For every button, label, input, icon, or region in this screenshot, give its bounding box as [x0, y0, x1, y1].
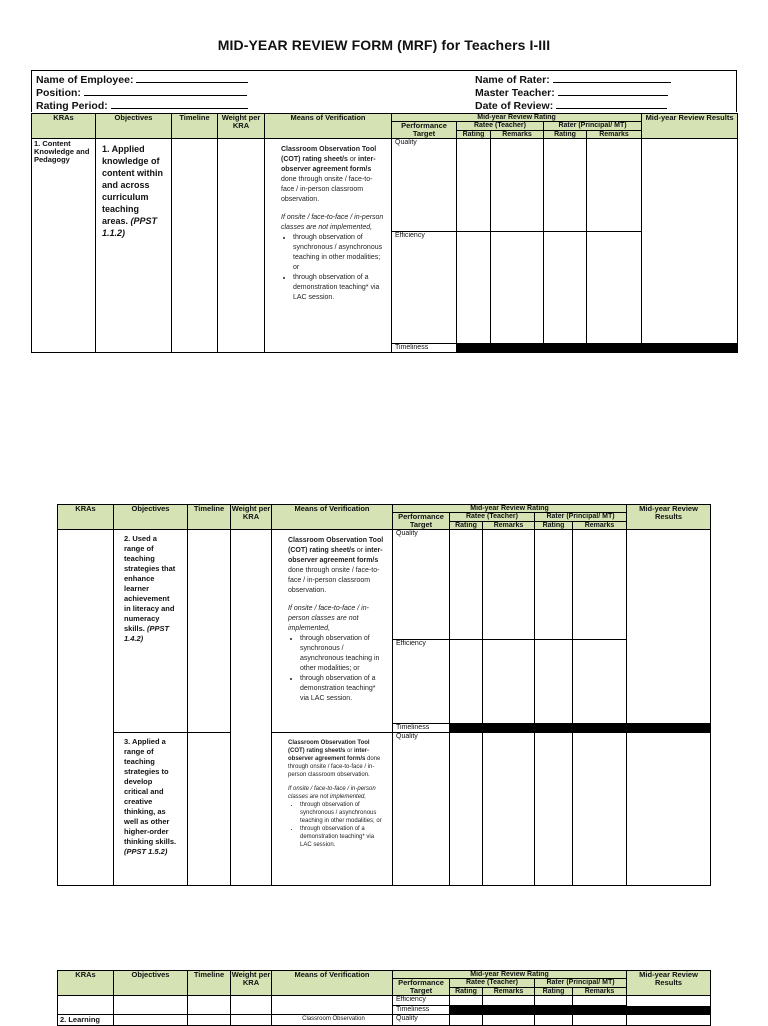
review-date-field[interactable] — [556, 99, 667, 109]
header-timeline: Timeline — [188, 971, 231, 996]
mov-1-bullets — [281, 233, 385, 303]
rating-period-field[interactable] — [111, 99, 248, 109]
ratee-rating-quality[interactable] — [457, 139, 491, 232]
ratee-rating-efficiency[interactable] — [457, 232, 491, 344]
rater-remarks-quality[interactable] — [573, 733, 627, 886]
mov-1-bold-a: Classroom Observation Tool (COT) rating sheet/s — [281, 146, 377, 163]
master-teacher-label: Master Teacher: — [475, 87, 555, 99]
objective-2-cell — [114, 530, 188, 733]
mov-cell — [272, 996, 393, 1015]
mov-1-bullet-2: • through observation of a demonstration teaching* via LAC session. — [293, 273, 385, 303]
header-results: Mid-year Review Results — [627, 505, 711, 530]
mov-3-text — [272, 733, 392, 851]
objective-cell — [114, 996, 188, 1015]
mov-2-or: or — [354, 547, 366, 554]
header-ratee: Ratee (Teacher) — [457, 122, 544, 131]
mov-2-bullet-2: • through observation of a demonstration teaching* via LAC session. — [300, 674, 386, 704]
objective-2-ppst: (PPST 1.4.2) — [124, 624, 170, 643]
rater-name-label: Name of Rater: — [475, 74, 550, 86]
timeline-cell[interactable] — [172, 139, 218, 353]
weight-cell[interactable] — [218, 139, 265, 353]
rater-rating-efficiency[interactable] — [535, 996, 573, 1006]
header-objectives: Objectives — [96, 114, 172, 139]
form-title: MID-YEAR REVIEW FORM (MRF) for Teachers I-III — [217, 37, 551, 53]
review-table-2 — [57, 504, 711, 886]
objective-3-ppst: (PPST 1.5.2) — [124, 847, 168, 856]
mov-2-text — [272, 530, 392, 706]
mov-1-or: or — [347, 156, 359, 163]
header-ratee-rating: Rating — [450, 521, 483, 530]
rating-period-label: Rating Period: — [36, 100, 108, 112]
target-efficiency: Efficiency — [393, 996, 450, 1006]
header-weight: Weight per KRA — [218, 114, 265, 139]
rater-remarks-quality[interactable] — [587, 139, 642, 232]
weight-cell[interactable] — [231, 996, 272, 1015]
ratee-remarks-efficiency[interactable] — [483, 640, 535, 724]
timeline-cell[interactable] — [188, 996, 231, 1015]
objective-1-text: 1. Applied knowledge of content within and across curriculum teaching areas. — [102, 144, 163, 226]
header-performance-target: Performance Target — [393, 513, 450, 530]
header-ratee: Ratee (Teacher) — [450, 513, 535, 522]
header-ratee-remarks: Remarks — [483, 521, 535, 530]
header-mov: Means of Verification — [272, 971, 393, 996]
mov-3-bullets — [288, 801, 386, 849]
mov-2-rest: done through onsite / face-to-face / in-person classroom observation. — [288, 567, 380, 594]
objective-3-text: 3. Applied a range of teaching strategies to develop critical and creative thinking, as well as other higher-order thinking skills. — [124, 737, 177, 846]
mov-cell-3 — [272, 733, 393, 886]
header-rater: Rater (Principal/ MT) — [535, 979, 627, 988]
mov-2-bullets — [288, 634, 386, 704]
header-rater-rating: Rating — [535, 521, 573, 530]
objective-1-ppst: (PPST 1.1.2) — [102, 216, 158, 238]
rater-rating-efficiency[interactable] — [535, 640, 573, 724]
timeliness-blackout-bar — [450, 724, 711, 733]
header-ratee: Ratee (Teacher) — [450, 979, 535, 988]
mov-2-bold-b: inter-observer agreement form/s — [288, 547, 383, 564]
header-rater-remarks: Remarks — [587, 130, 642, 139]
kra-content-knowledge: 1. Content Knowledge and Pedagogy — [32, 139, 96, 353]
objective-1-cell — [96, 139, 172, 353]
review-table-1 — [31, 113, 738, 353]
objective-1 — [96, 139, 171, 243]
employee-info-box — [31, 70, 737, 112]
header-ratee-remarks: Remarks — [491, 130, 544, 139]
header-midyear-rating: Mid-year Review Rating — [393, 505, 627, 513]
header-mov: Means of Verification — [272, 505, 393, 530]
header-mov: Means of Verification — [265, 114, 392, 139]
mov-3-or: or — [345, 748, 355, 754]
rater-remarks-efficiency[interactable] — [573, 640, 627, 724]
rater-rating-efficiency[interactable] — [544, 232, 587, 344]
mov-1-bullet-1: • through observation of synchronous / asynchronous teaching in other modalities; or — [293, 233, 385, 273]
header-results: Mid-year Review Results — [627, 971, 711, 996]
results-cell[interactable] — [627, 733, 711, 886]
ratee-remarks-efficiency[interactable] — [483, 996, 535, 1006]
ratee-rating-quality[interactable] — [450, 733, 483, 886]
mov-1-condition: If onsite / face-to-face / in-person classes are not implemented, — [281, 214, 384, 231]
target-timeliness: Timeliness — [393, 724, 450, 733]
rater-name-field[interactable] — [553, 73, 671, 83]
results-cell[interactable] — [642, 139, 738, 344]
weight-cell[interactable] — [231, 530, 272, 886]
ratee-remarks-quality[interactable] — [491, 139, 544, 232]
target-efficiency: Efficiency — [392, 232, 457, 344]
header-kras: KRAs — [32, 114, 96, 139]
header-kras: KRAs — [58, 971, 114, 996]
target-quality: Quality — [393, 530, 450, 640]
position-label: Position: — [36, 87, 81, 99]
target-quality: Quality — [393, 1015, 450, 1026]
ratee-rating-efficiency[interactable] — [450, 640, 483, 724]
header-midyear-rating: Mid-year Review Rating — [392, 114, 642, 122]
kra-cell-2 — [58, 530, 114, 886]
mov-3-bold-a: Classroom Observation Tool (COT) rating sheet/s — [288, 740, 370, 754]
rater-remarks-efficiency[interactable] — [587, 232, 642, 344]
employee-name-label: Name of Employee: — [36, 74, 134, 86]
objective-2-text: 2. Used a range of teaching strategies that enhance learner achievement in literacy and numeracy skills. — [124, 534, 176, 633]
position-field[interactable] — [84, 86, 247, 96]
mov-2-bullet-1: • through observation of synchronous / asynchronous teaching in other modalities; or — [300, 634, 386, 674]
target-quality: Quality — [393, 733, 450, 886]
mov-cell-2 — [272, 530, 393, 733]
header-kras: KRAs — [58, 505, 114, 530]
header-weight: Weight per KRA — [231, 505, 272, 530]
review-date-label: Date of Review: — [475, 100, 554, 112]
mov-3-condition: If onsite / face-to-face / in-person classes are not implemented, — [288, 786, 376, 800]
results-cell[interactable] — [627, 530, 711, 724]
header-weight: Weight per KRA — [231, 971, 272, 996]
mov-3-rest: done through onsite / face-to-face / in-person classroom observation. — [288, 756, 381, 778]
objective-2 — [114, 530, 187, 648]
target-timeliness: Timeliness — [393, 1006, 450, 1015]
target-timeliness: Timeliness — [392, 344, 457, 353]
header-rater: Rater (Principal/ MT) — [535, 513, 627, 522]
kra-learning-partial: 2. Learning — [58, 1015, 114, 1026]
mov-1-bold-b: inter-observer agreement form/s — [281, 156, 376, 173]
rater-rating-quality[interactable] — [535, 733, 573, 886]
ratee-remarks-quality[interactable] — [483, 733, 535, 886]
mov-3-bold-b: inter-observer agreement form/s — [288, 748, 370, 762]
header-rater-remarks: Remarks — [573, 987, 627, 996]
ratee-rating-efficiency[interactable] — [450, 996, 483, 1006]
timeline-cell[interactable] — [188, 733, 231, 886]
mov-partial: Classroom Observation — [272, 1015, 393, 1026]
mov-2-bold-a: Classroom Observation Tool (COT) rating sheet/s — [288, 537, 384, 554]
objective-3 — [114, 733, 187, 861]
mov-3-bullet-2: • through observation of a demonstration teaching* via LAC session. — [300, 825, 386, 849]
mov-1-text — [265, 139, 391, 305]
rater-remarks-quality[interactable] — [573, 530, 627, 640]
ratee-rating-quality[interactable] — [450, 530, 483, 640]
header-rater-remarks: Remarks — [573, 521, 627, 530]
header-ratee-remarks: Remarks — [483, 987, 535, 996]
header-timeline: Timeline — [172, 114, 218, 139]
master-teacher-field[interactable] — [558, 86, 668, 96]
header-rater-rating: Rating — [535, 987, 573, 996]
header-ratee-rating: Rating — [450, 987, 483, 996]
employee-name-field[interactable] — [136, 73, 248, 83]
timeline-cell[interactable] — [188, 530, 231, 733]
header-objectives: Objectives — [114, 505, 188, 530]
mov-cell-1 — [265, 139, 392, 353]
rater-remarks-efficiency[interactable] — [573, 996, 627, 1006]
kra-cell-3 — [58, 996, 114, 1015]
mov-1-rest: done through onsite / face-to-face / in-person classroom observation. — [281, 176, 373, 203]
employee-info-left — [36, 73, 248, 112]
objective-3-cell — [114, 733, 188, 886]
mov-2-condition: If onsite / face-to-face / in-person classes are not implemented, — [288, 605, 369, 632]
header-rater: Rater (Principal/ MT) — [544, 122, 642, 131]
header-objectives: Objectives — [114, 971, 188, 996]
header-rater-rating: Rating — [544, 130, 587, 139]
target-quality: Quality — [392, 139, 457, 232]
review-table-3 — [57, 970, 711, 1026]
employee-info-right — [475, 73, 671, 112]
header-performance-target: Performance Target — [392, 122, 457, 139]
timeliness-blackout-bar — [450, 1006, 711, 1015]
target-efficiency: Efficiency — [393, 640, 450, 724]
mov-3-bullet-1: • through observation of synchronous / asynchronous teaching in other modalities; or — [300, 801, 386, 825]
rater-rating-quality[interactable] — [544, 139, 587, 232]
timeliness-blackout-bar — [457, 344, 738, 353]
ratee-remarks-quality[interactable] — [483, 530, 535, 640]
header-results: Mid-year Review Results — [642, 114, 738, 139]
rater-rating-quality[interactable] — [535, 530, 573, 640]
header-midyear-rating: Mid-year Review Rating — [393, 971, 627, 979]
header-ratee-rating: Rating — [457, 130, 491, 139]
ratee-remarks-efficiency[interactable] — [491, 232, 544, 344]
header-performance-target: Performance Target — [393, 979, 450, 996]
header-timeline: Timeline — [188, 505, 231, 530]
